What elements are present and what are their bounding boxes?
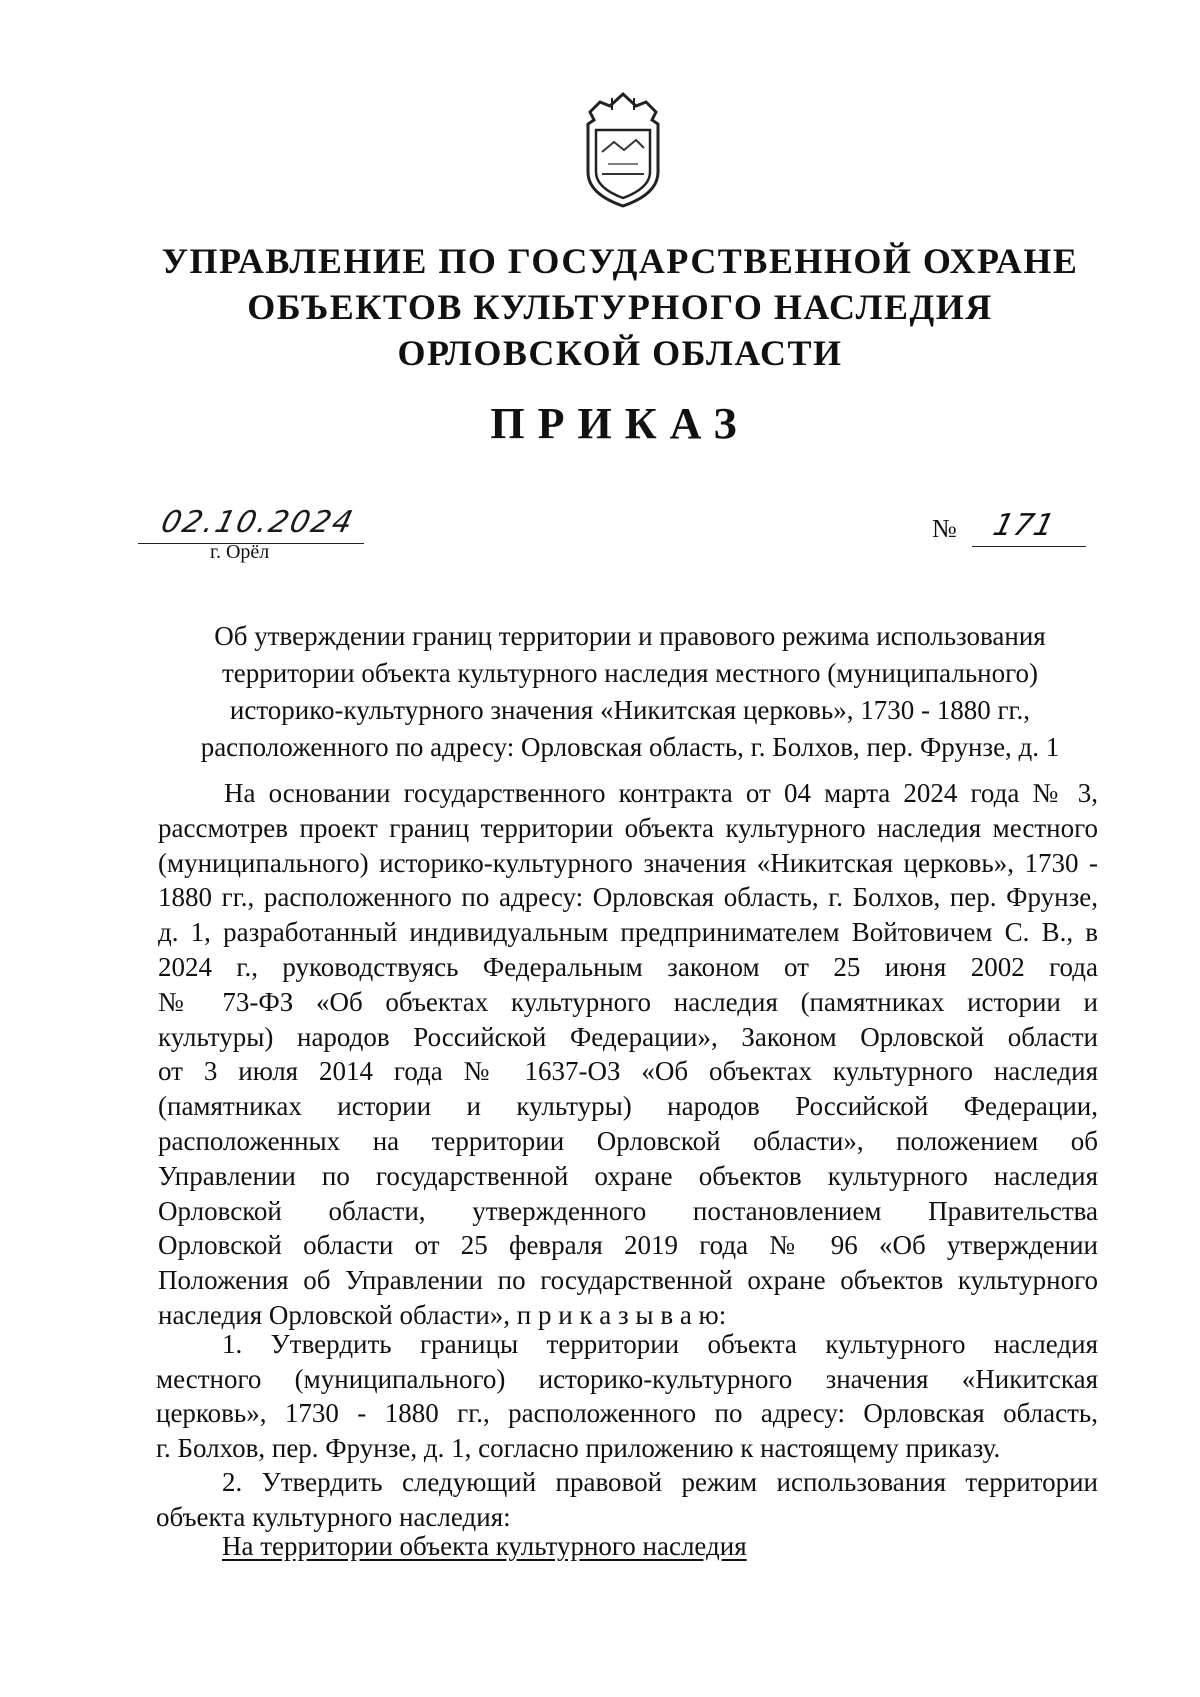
point-line: церковь», 1730 - 1880 гг., расположенного по адресу: Орловская область, <box>156 1398 1098 1428</box>
subject-line: территории объекта культурного наследия местного (муниципального) <box>222 658 1038 688</box>
subject-line: историко-культурного значения «Никитская церковь», 1730 - 1880 гг., <box>229 695 1031 725</box>
handwritten-number: 171 <box>989 508 1059 543</box>
date-block <box>138 505 368 565</box>
body-line: д. 1, разработанный индивидуальным предпринимателем Войтовичем С. В., в <box>158 917 1098 948</box>
body-line: (муниципального) историко-культурного значения «Никитская церковь», 1730 - <box>158 847 1098 878</box>
body-line: культуры) народов Российской Федерации», Законом Орловской области <box>158 1021 1098 1052</box>
order-subject <box>175 618 1085 766</box>
point-line: 1. Утвердить границы территории объекта культурного наследия <box>222 1329 1098 1359</box>
body-line: наследия Орловской области», п р и к а з ы в а ю: <box>158 1299 727 1330</box>
subject-line: расположенного по адресу: Орловская область, г. Болхов, пер. Фрунзе, д. 1 <box>200 732 1060 762</box>
org-line: ОБЪЕКТОВ КУЛЬТУРНОГО НАСЛЕДИЯ <box>247 287 993 327</box>
body-line: от 3 июля 2014 года № 1637-ОЗ «Об объектах культурного наследия <box>158 1056 1098 1087</box>
body-line: Орловской области, утвержденного постановлением Правительства <box>158 1195 1098 1226</box>
body-line: расположенных на территории Орловской области», положением об <box>158 1125 1098 1156</box>
coat-of-arms-emblem <box>580 90 666 208</box>
point-line: местного (муниципального) историко-культурного значения «Никитская <box>156 1363 1098 1394</box>
point-line: 2. Утвердить следующий правовой режим использования территории <box>222 1467 1098 1497</box>
body-line: На основании государственного контракта от 04 марта 2024 года № 3, <box>224 778 1098 808</box>
body-line: 2024 г., руководствуясь Федеральным законом от 25 июня 2002 года <box>158 951 1098 982</box>
number-block <box>932 508 1092 554</box>
org-line: УПРАВЛЕНИЕ ПО ГОСУДАРСТВЕННОЙ ОХРАНЕ <box>161 241 1079 281</box>
handwritten-date: 02.10.2024 <box>157 505 359 540</box>
city-label: г. Орёл <box>210 541 270 563</box>
body-line: Орловской области от 25 февраля 2019 года № 96 «Об утверждении <box>158 1230 1098 1261</box>
body-line: № 73-ФЗ «Об объектах культурного наследия (памятниках истории и <box>158 986 1098 1017</box>
order-points <box>156 1327 1098 1534</box>
body-line: Положения об Управлении по государственной охране объектов культурного <box>158 1265 1098 1296</box>
point-line: г. Болхов, пер. Фрунзе, д. 1, согласно приложению к настоящему приказу. <box>156 1432 1001 1463</box>
section-heading: На территории объекта культурного наследия <box>222 1531 747 1561</box>
number-sign: № <box>932 514 957 543</box>
document-type-title: ПРИКАЗ <box>490 399 750 448</box>
preamble-paragraph <box>158 776 1098 1333</box>
number-underline <box>972 546 1086 547</box>
body-line: 1880 гг., расположенного по адресу: Орловская область, г. Болхов, пер. Фрунзе, <box>158 882 1098 913</box>
body-line: (памятниках истории и культуры) народов Российской Федерации, <box>158 1091 1098 1122</box>
body-line: рассмотрев проект границ территории объекта культурного наследия местного <box>158 812 1098 843</box>
point-line: объекта культурного наследия: <box>156 1501 511 1532</box>
organization-name <box>150 238 1090 376</box>
org-line: ОРЛОВСКОЙ ОБЛАСТИ <box>397 333 843 373</box>
subject-line: Об утверждении границ территории и правового режима использования <box>214 621 1046 651</box>
body-line: Управлении по государственной охране объектов культурного наследия <box>158 1160 1098 1191</box>
